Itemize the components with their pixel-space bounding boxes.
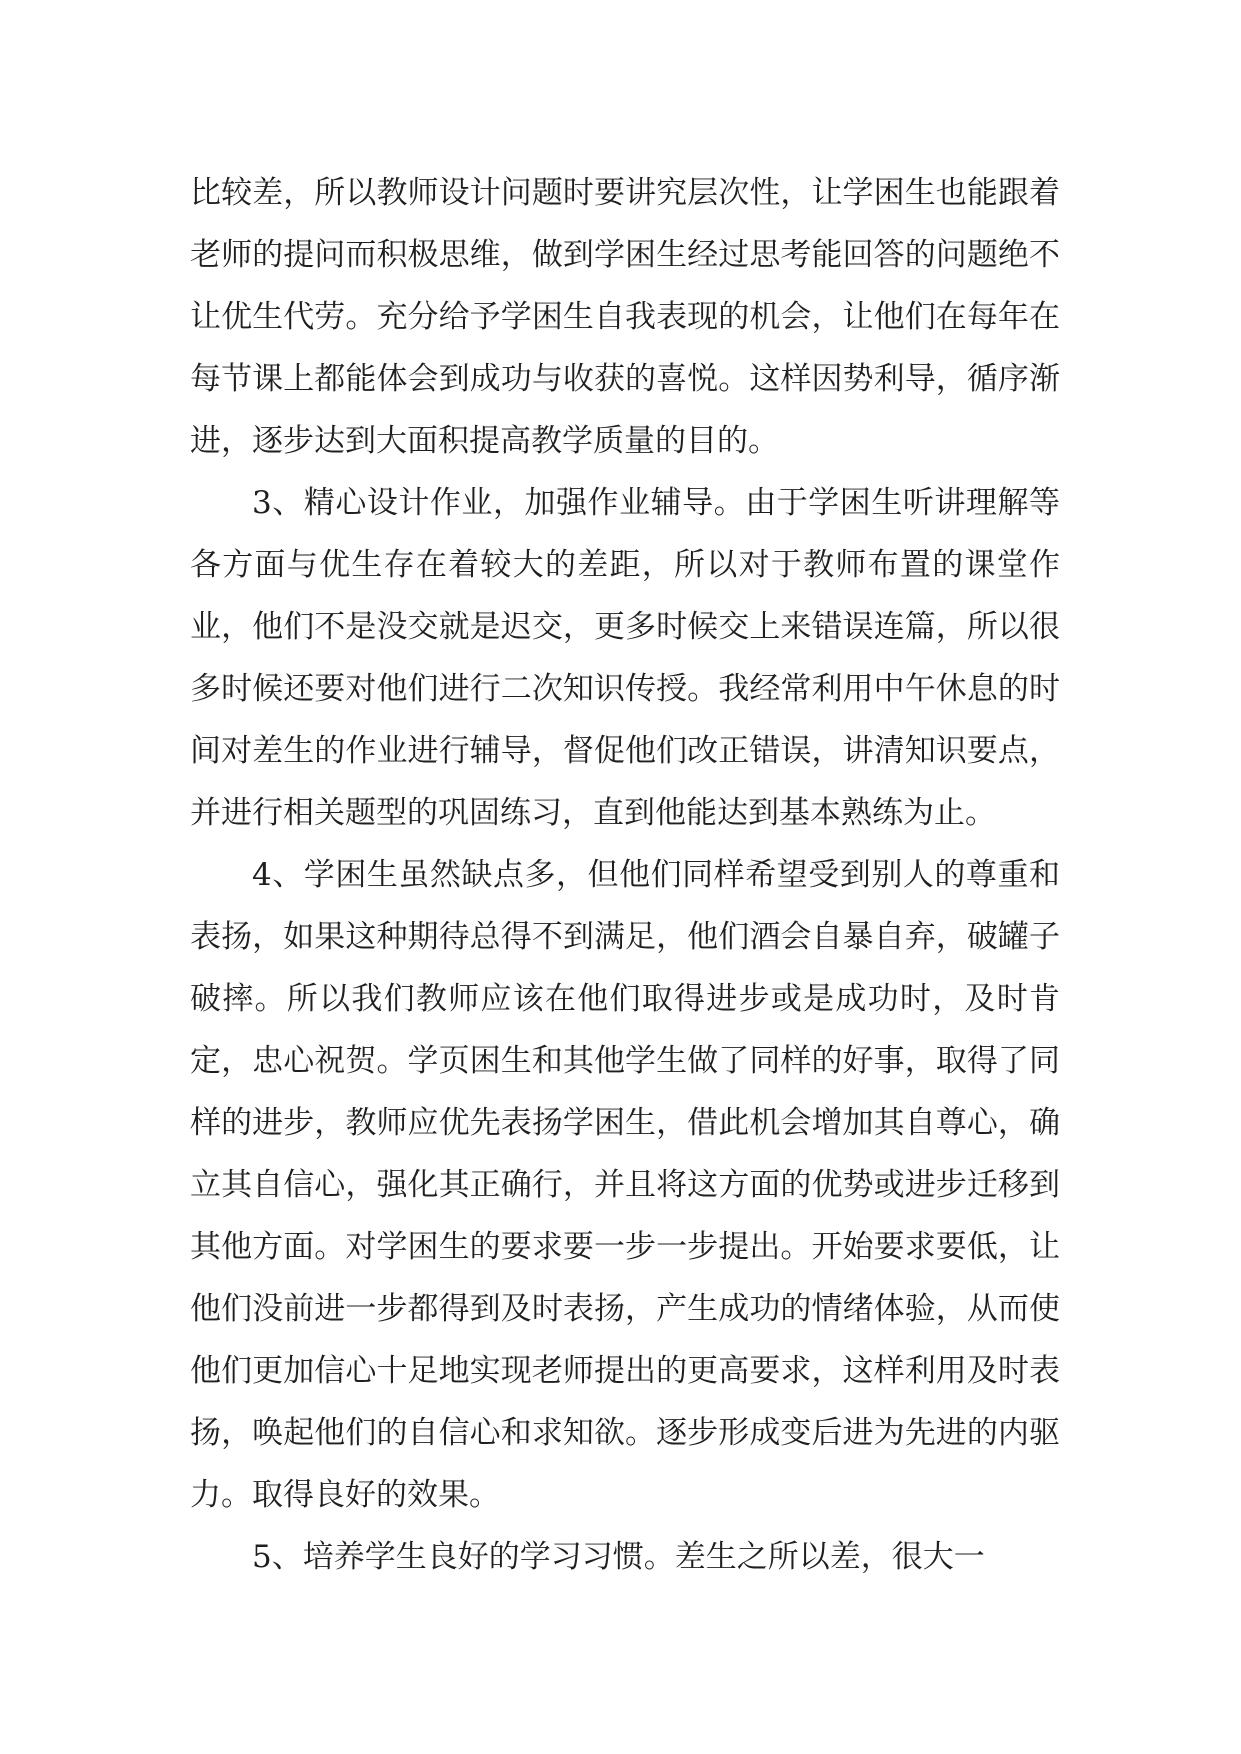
- paragraph-item-3: 3、精心设计作业，加强作业辅导。由于学困生听讲理解等各方面与优生存在着较大的差距，所以对于教师布置的课堂作业，他们不是没交就是迟交，更多时候交上来错误连篇，所以很多时候还要对他们进行二次知识传授。我经常利用中午休息的时间对差生的作业进行辅导，督促他们改正错误，讲清知识要点，并进行相关题型的巩固练习，直到他能达到基本熟练为止。: [190, 485, 1060, 831]
- document-page: [190, 162, 1060, 1588]
- paragraph-item-4: 4、学困生虽然缺点多，但他们同样希望受到别人的尊重和表扬，如果这种期待总得不到满足，他们酒会自暴自弃，破罐子破摔。所以我们教师应该在他们取得进步或是成功时，及时肯定，忠心祝贺。学页困生和其他学生做了同样的好事，取得了同样的进步，教师应优先表扬学困生，借此机会增加其自尊心，确立其自信心，强化其正确行，并且将这方面的优势或进步迁移到其他方面。对学困生的要求要一步一步提出。开始要求要低，让他们没前进一步都得到及时表扬，产生成功的情绪体验，从而使他们更加信心十足地实现老师提出的更高要求，这样利用及时表扬，唤起他们的自信心和求知欲。逐步形成变后进为先进的内驱力。取得良好的效果。: [190, 857, 1060, 1513]
- paragraph-item-5: 5、培养学生良好的学习习惯。差生之所以差，很大一: [252, 1539, 985, 1575]
- paragraph-continuation: 比较差，所以教师设计问题时要讲究层次性，让学困生也能跟着老师的提问而积极思维，做到学困生经过思考能回答的问题绝不让优生代劳。充分给予学困生自我表现的机会，让他们在每年在每节课上都能体会到成功与收获的喜悦。这样因势利导，循序渐进，逐步达到大面积提高教学质量的目的。: [190, 175, 1060, 459]
